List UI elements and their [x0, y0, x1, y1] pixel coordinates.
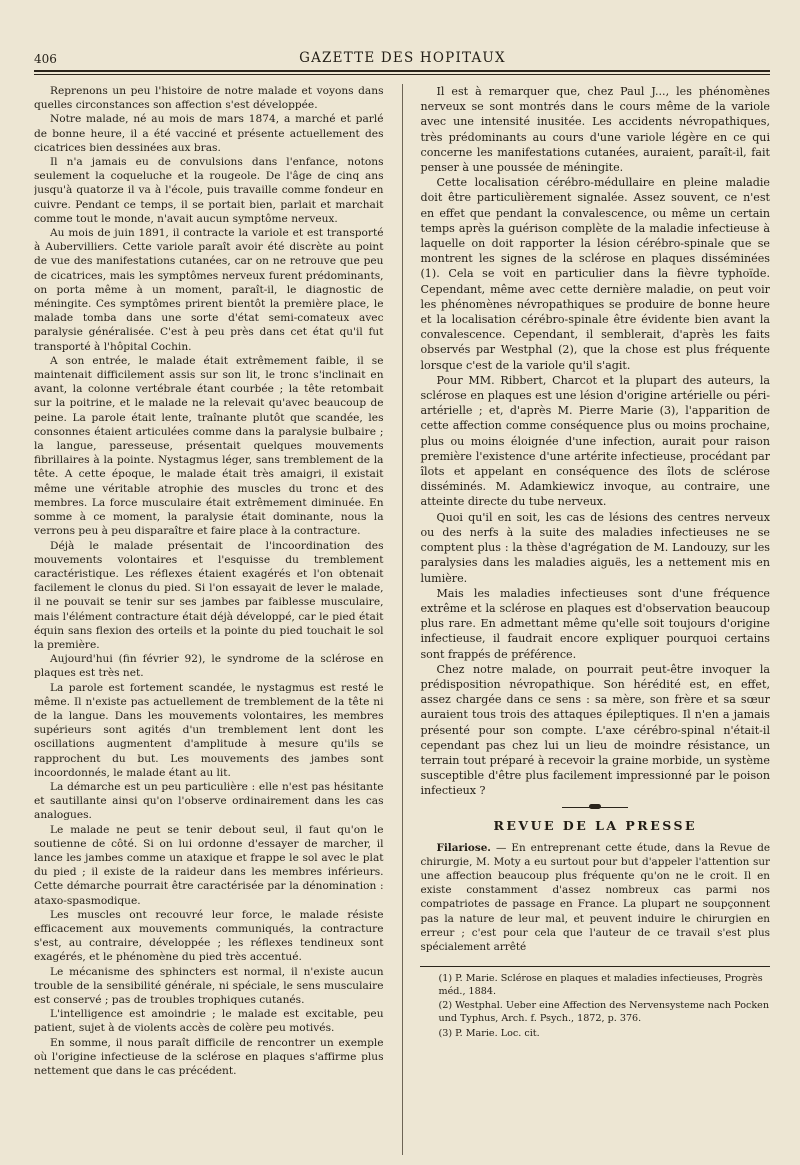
paragraph: Quoi qu'il en soit, les cas de lésions des centres nerveux ou des nerfs à la suite des maladies infectieuses ne se comptent plus : la thèse d'agrégation de M. Landouzy, sur les paralysies dans les maladies aiguës, les a nettement mis en lumière. — [420, 510, 770, 585]
footnote: (2) Westphal. Ueber eine Affection des Nervensysteme nach Pocken und Typhus, Arch. f. Psych., 1872, p. 376. — [438, 1000, 770, 1024]
paragraph: Notre malade, né au mois de mars 1874, a marché et parlé de bonne heure, il a été vacciné et présente actuellement des cicatrices bien dessinées aux bras. — [34, 113, 384, 154]
page-number: 406 — [34, 52, 57, 66]
left-column — [34, 84, 384, 1155]
text-columns — [34, 84, 770, 1155]
paragraph: Les muscles ont recouvré leur force, le malade résiste efficacement aux mouvements communiqués, la contracture s'est, au contraire, développée ; les réflexes tendineux sont exagérés, et le phénomène du pied très accentué. — [34, 908, 384, 964]
paragraph: Il n'a jamais eu de convulsions dans l'enfance, notons seulement la coqueluche et la rougeole. De l'âge de cinq ans jusqu'à quatorze il va à l'école, puis travaille comme fondeur en cuivre. Pendant ce temps, il se portait bien, parlait et marchait comme tout le monde, n'avait aucun symptôme nerveux. — [34, 156, 384, 225]
review-paragraph — [420, 841, 770, 955]
page-header — [34, 42, 768, 66]
header-rule-thin — [34, 74, 770, 75]
header-rule-thick — [34, 70, 770, 72]
footnote: (3) P. Marie. Loc. cit. — [438, 1027, 540, 1039]
section-title: REVUE DE LA PRESSE — [493, 817, 698, 833]
running-title: GAZETTE DES HOPITAUX — [299, 50, 506, 66]
paragraph: Le malade ne peut se tenir debout seul, il faut qu'on le soutienne de côté. Si on lui ordonne d'essayer de marcher, il lance les jambes comme un ataxique et frappe le sol avec le plat du pied ; il existe de la raideur dans les membres inférieurs. Cette démarche pourrait être caractérisée par la dénomination : ataxo-spasmodique. — [34, 823, 384, 907]
review-text: — En entreprenant cette étude, dans la Revue de chirurgie, M. Moty a eu surtout pour but d'appeler l'attention sur une affection beaucoup plus fréquente qu'on ne le croit. Il en existe constamment d'assez nombreux cas parmi nos compatriotes de passage en France. La plupart ne soupçonnent pas la nature de leur mal, et peuvent induire le chirurgien en erreur ; c'est pour cela que l'auteur de ce travail s'est plus spécialement arrêté — [420, 841, 770, 953]
review-lead: Filariose. — [436, 841, 491, 854]
footnote: (1) P. Marie. Sclérose en plaques et maladies infectieuses, Progrès méd., 1884. — [438, 973, 763, 997]
section-separator — [562, 807, 628, 808]
paragraph: Aujourd'hui (fin février 92), le syndrome de la sclérose en plaques est très net. — [34, 653, 384, 680]
paragraph: L'intelligence est amoindrie ; le malade est excitable, peu patient, sujet à de violents accès de colère peu motivés. — [34, 1008, 384, 1035]
paragraph: Au mois de juin 1891, il contracte la variole et est transporté à Aubervilliers. Cette variole paraît avoir été discrète au point de vue des manifestations cutanées, car on ne retrouve que peu de cicatrices, mais les symptômes nerveux furent prédominants, on porta même à un moment, paraît-il, le diagnostic de méningite. Ces symptômes prirent bientôt la première place, le malade tomba dans une sorte d'état semi-comateux avec paralysie généralisée. C'est à peu près dans cet état qu'il fut transporté à l'hôpital Cochin. — [34, 227, 384, 353]
paragraph: Pour MM. Ribbert, Charcot et la plupart des auteurs, la sclérose en plaques est une lésion d'origine artérielle ou péri-artérielle ; et, d'après M. Pierre Marie (3), l'apparition de cette affection comme conséquence plus ou moins prochaine, plus ou moins éloignée d'une infection, aurait pour raison première l'existence d'une artérite infectieuse, procédant par îlots et appelant en conséquence des îlots de sclérose disséminés. M. Adamkiewicz invoque, au contraire, une atteinte directe du tube nerveux. — [420, 373, 770, 509]
right-column — [420, 84, 770, 1155]
paragraph: Chez notre malade, on pourrait peut-être invoquer la prédisposition névropathique. Son hérédité est, en effet, assez chargée dans ce sens : sa mère, son frère et sa sœur auraient tous trois des attaques épileptiques. Il n'en a jamais présenté pour son compte. L'axe cérébro-spinal n'était-il cependant pas chez lui un lieu de moindre résistance, un terrain tout préparé à recevoir la graine morbide, un système susceptible d'être plus facilement impressionné par le poison infectieux ? — [420, 662, 770, 798]
paragraph: En somme, il nous paraît difficile de rencontrer un exemple où l'origine infectieuse de la sclérose en plaques s'affirme plus nettement que dans le cas précédent. — [34, 1036, 384, 1078]
paragraph: La démarche est un peu particulière : elle n'est pas hésitante et sautillante ainsi qu'on l'observe ordinairement dans les cas analogues. — [34, 780, 384, 822]
paragraph: Reprenons un peu l'histoire de notre malade et voyons dans quelles circonstances son affection s'est développée. — [34, 85, 384, 112]
paragraph: Cette localisation cérébro-médullaire en pleine maladie doit être particulièrement signalée. Assez souvent, ce n'est en effet que pendant la convalescence, ou même un certain temps après la guérison complète de la maladie infectieuse à laquelle on doit rapporter la lésion cérébro-spinale que se montrent les signes de la sclérose en plaques disséminées (1). Cela se voit en particulier dans la fièvre typhoïde. Cependant, même avec cette dernière maladie, on peut voir les phénomènes névropathiques se produire de bonne heure et la localisation cérébro-spinale être évidente bien avant la convalescence. Cependant, il semblerait, d'après les faits observés par Westphal (2), que la chose est plus fréquente lorsque c'est de la variole qu'il s'agit. — [420, 176, 770, 372]
column-divider — [402, 84, 403, 1155]
paragraph: A son entrée, le malade était extrêmement faible, il se maintenait difficilement assis sur son lit, le tronc s'inclinait en avant, la colonne vertébrale étant courbée ; la tête retombait sur la poitrine, et le malade ne la relevait qu'avec beaucoup de peine. La parole était lente, traînante plutôt que scandée, les consonnes étaient articulées comme dans la paralysie bulbaire ; la langue, paresseuse, présentait quelques mouvements fibrillaires à la pointe. Nystagmus léger, sans tremblement de la tête. A cette époque, le malade était très amaigri, il existait même une véritable atrophie des muscles du tronc et des membres. La force musculaire était extrêmement diminuée. En somme à ce moment, la paralysie était dominante, nous la verrons peu à peu disparaître et faire place à la contracture. — [34, 354, 384, 538]
paragraph: Le mécanisme des sphincters est normal, il n'existe aucun trouble de la sensibilité générale, ni spéciale, le sens musculaire est conservé ; pas de troubles trophiques cutanés. — [34, 965, 384, 1006]
paragraph: La parole est fortement scandée, le nystagmus est resté le même. Il n'existe pas actuellement de tremblement de la tête ni de la langue. Dans les mouvements volontaires, les membres supérieurs sont agités d'un tremblement lent dont les oscillations augmentent d'amplitude à mesure qu'ils se rapprochent du but. Les mouvements des jambes sont incoordonnés, le malade étant au lit. — [34, 681, 384, 779]
paragraph: Il est à remarquer que, chez Paul J..., les phénomènes nerveux se sont montrés dans le cours même de la variole avec une intensité inusitée. Les accidents névropathiques, très prédominants au cours d'une variole légère en ce qui concerne les manifestations cutanées, auraient, paraît-il, fait penser à une poussée de méningite. — [420, 85, 770, 175]
paragraph: Mais les maladies infectieuses sont d'une fréquence extrême et la sclérose en plaques est d'observation beaucoup plus rare. En admettant même qu'elle soit toujours d'origine infectieuse, il faudrait encore expliquer pourquoi certains sont frappés de préférence. — [420, 586, 770, 661]
footnote-rule — [420, 966, 770, 967]
paragraph: Déjà le malade présentait de l'incoordination des mouvements volontaires et l'esquisse du tremblement caractéristique. Les réflexes étaient exagérés et l'on obtenait facilement le clonus du pied. Si l'on essayait de lever le malade, il ne pouvait se tenir sur ses jambes par faiblesse musculaire, mais l'élément contracture était déjà développé, car le pied était équin sans flexion des orteils et la pointe du pied touchait le sol la première. — [34, 539, 384, 651]
